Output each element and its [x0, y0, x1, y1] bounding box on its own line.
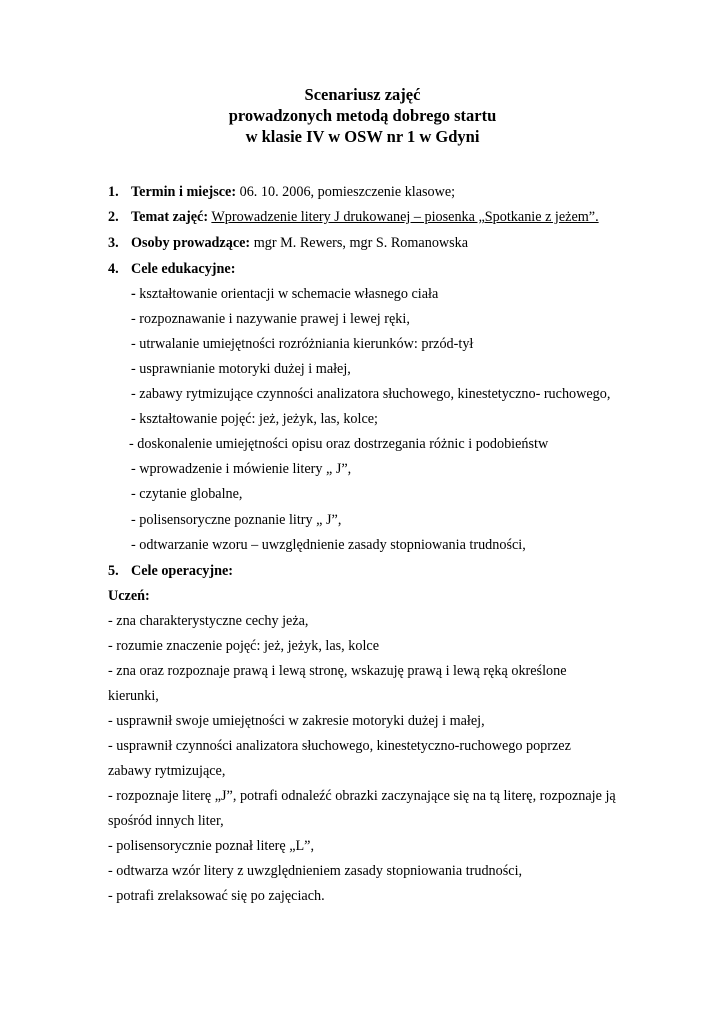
edu-item: - utrwalanie umiejętności rozróżniania kierunków: przód-tył [131, 336, 474, 352]
op-line: - zna oraz rozpoznaje prawą i lewą stronę, wskazuję prawą i lewą ręką określone [108, 663, 567, 679]
edu-item: - czytanie globalne, [131, 486, 243, 502]
edu-item: - rozpoznawanie i nazywanie prawej i lewej ręki, [131, 311, 410, 327]
section-1-value: 06. 10. 2006, pomieszczenie klasowe; [236, 184, 456, 200]
edu-item: - usprawnianie motoryki dużej i małej, [131, 361, 351, 377]
title-line-3: w klasie IV w OSW nr 1 w Gdyni [245, 127, 480, 146]
title-line-2: prowadzonych metodą dobrego startu [228, 106, 497, 125]
edu-item: - odtwarzanie wzoru – uwzględnienie zasady stopniowania trudności, [131, 537, 526, 553]
title-line-1: Scenariusz zajęć [304, 85, 421, 104]
section-5-number: 5. [108, 563, 119, 579]
op-line: - potrafi zrelaksować się po zajęciach. [108, 888, 325, 904]
section-1-number: 1. [108, 184, 119, 200]
section-3-label: Osoby prowadzące: [131, 235, 251, 251]
section-2 [131, 208, 599, 226]
section-2-number: 2. [108, 209, 119, 225]
section-3-value: mgr M. Rewers, mgr S. Romanowska [250, 235, 469, 251]
section-4-number: 4. [108, 261, 119, 277]
edu-item: - polisensoryczne poznanie litry „ J”, [131, 512, 342, 528]
op-line: kierunki, [108, 688, 159, 704]
op-line: - polisensorycznie poznał literę „L”, [108, 838, 315, 854]
edu-item-first [131, 285, 438, 303]
section-3-number: 3. [108, 235, 119, 251]
edu-item: - wprowadzenie i mówienie litery „ J”, [131, 461, 352, 477]
op-line: spośród innych liter, [108, 813, 224, 829]
op-line: - rozumie znaczenie pojęć: jeż, jeżyk, las, kolce [108, 638, 379, 654]
op-line: - usprawnił czynności analizatora słuchowego, kinestetyczno-ruchowego poprzez [108, 738, 571, 754]
edu-item-first-text: kształtowanie orientacji w schemacie własnego ciała [135, 286, 439, 302]
op-line: - zna charakterystyczne cechy jeża, [108, 613, 309, 629]
student-label: Uczeń: [108, 588, 150, 604]
edu-item: - zabawy rytmizujące czynności analizatora słuchowego, kinestetyczno- ruchowego, [131, 386, 611, 402]
section-5-label: Cele operacyjne: [131, 563, 234, 579]
edu-item: - kształtowanie pojęć: jeż, jeżyk, las, kolce; [131, 411, 378, 427]
op-line: - usprawnił swoje umiejętności w zakresie motoryki dużej i małej, [108, 713, 485, 729]
section-4-label: Cele edukacyjne: [131, 261, 236, 277]
section-2-value: Wprowadzenie litery J drukowanej – piosenka „Spotkanie z jeżem”. [211, 209, 599, 225]
op-line: - rozpoznaje literę „J”, potrafi odnaleźć obrazki zaczynające się na tą literę, rozpoznaje ją [108, 788, 616, 804]
op-line: zabawy rytmizujące, [108, 763, 226, 779]
section-1 [131, 183, 455, 201]
edu-item-first-dash: - [131, 286, 136, 302]
section-3 [131, 234, 468, 252]
edu-item: - doskonalenie umiejętności opisu oraz dostrzegania różnic i podobieństw [129, 436, 549, 452]
section-2-label: Temat zajęć: [131, 209, 209, 225]
op-line: - odtwarza wzór litery z uwzględnieniem zasady stopniowania trudności, [108, 863, 523, 879]
section-1-label: Termin i miejsce: [131, 184, 237, 200]
